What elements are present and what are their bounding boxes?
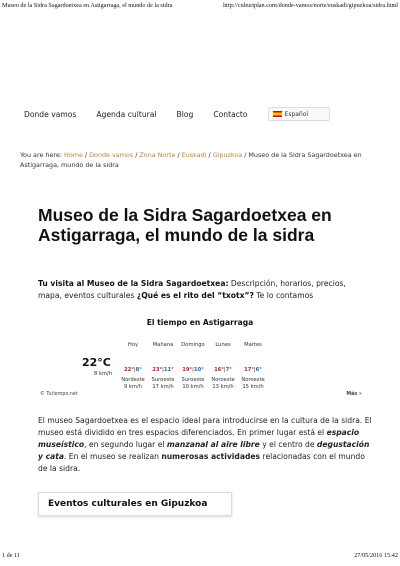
- weather-temp: 23°|11°: [152, 367, 174, 373]
- nav-item-contacto[interactable]: Contacto: [213, 109, 248, 119]
- weather-day-headers: [118, 342, 268, 348]
- nav-item-donde-vamos[interactable]: Donde vamos: [24, 109, 77, 119]
- page-title: Museo de la Sidra Sagardoetxea en Astigarraga, el mundo de la sidra: [38, 205, 332, 245]
- current-temperature: 22°C: [82, 356, 111, 369]
- breadcrumb-link-gipuzkoa[interactable]: Gipuzkoa: [212, 151, 243, 159]
- weather-wind-speed-row: [118, 384, 268, 390]
- temp-low: 6°: [255, 367, 262, 373]
- breadcrumb: You are here: Home / Donde vamos / Zona Norte / Euskadi / Gipuzkoa / Museo de la Sidra Sagardoetxea en Astigarraga, mundo de la sidra: [20, 151, 362, 169]
- weather-temp: 19°|10°: [182, 367, 204, 373]
- desc-emphasis: degustación y cata: [38, 440, 370, 461]
- temp-low: 10°: [193, 367, 204, 373]
- weather-temp: 22°|8°: [124, 367, 142, 373]
- wind-speed: 17 km/h: [152, 384, 174, 390]
- breadcrumb-link-zona-norte[interactable]: Zona Norte: [139, 151, 176, 159]
- print-doc-title: Museo de la Sidra Sagardoetxea en Astigarraga, el mundo de la sidra: [2, 2, 173, 9]
- intro-paragraph: [38, 278, 368, 302]
- weather-day-label: Mañana: [152, 342, 174, 348]
- temp-high: 16°: [214, 367, 224, 373]
- breadcrumb-link-euskadi[interactable]: Euskadi: [181, 151, 207, 159]
- breadcrumb-link-home[interactable]: Home: [64, 151, 83, 159]
- temp-high: 19°: [182, 367, 193, 373]
- temp-high: 23°: [152, 367, 163, 373]
- weather-day-label: Domingo: [181, 342, 205, 348]
- weather-widget-title: El tiempo en Astigarraga: [146, 318, 254, 327]
- temp-low: 11°: [163, 367, 174, 373]
- wind-direction: Nordeste: [121, 377, 145, 383]
- wind-direction: Suroeste: [181, 377, 205, 383]
- museum-description: [38, 415, 374, 475]
- language-selector[interactable]: [268, 107, 330, 121]
- nav-item-blog[interactable]: Blog: [176, 109, 194, 119]
- intro-tail: Te lo contamos: [253, 291, 314, 300]
- weather-day-label: Martes: [244, 342, 262, 348]
- wind-speed: 13 km/h: [212, 384, 234, 390]
- print-page-number: 1 de 11: [2, 552, 20, 559]
- desc-text: y el centro de: [259, 440, 317, 449]
- weather-wind-direction-row: [118, 377, 268, 383]
- wind-direction: Noroeste: [241, 377, 265, 383]
- breadcrumb-current: Museo de la Sidra Sagardoetxea en Astigarraga, mundo de la sidra: [20, 151, 362, 169]
- wind-speed: 15 km/h: [242, 384, 264, 390]
- desc-text: relacionadas con el mundo de la sidra.: [38, 452, 365, 473]
- weather-temp: 16°|7°: [214, 367, 232, 373]
- breadcrumb-prefix: You are here:: [20, 151, 62, 159]
- temp-high: 22°: [124, 367, 134, 373]
- weather-more-link[interactable]: Más »: [346, 392, 362, 397]
- weather-widget: [80, 342, 330, 397]
- weather-day-label: Lunes: [215, 342, 231, 348]
- print-url: http://culturiplan.com/donde-vamos/norte/euskadi/gipuzkoa/sidra.html: [223, 2, 398, 9]
- intro-question: ¿Qué es el rito del “txotx”?: [136, 291, 254, 300]
- temp-low: 8°: [135, 367, 142, 373]
- wind-direction: Noroeste: [211, 377, 235, 383]
- weather-day-label: Hoy: [127, 342, 139, 348]
- print-header: [2, 2, 398, 12]
- print-datetime: 27/05/2016 15:42: [354, 552, 398, 559]
- wind-speed: 10 km/h: [182, 384, 204, 390]
- weather-footer: [40, 392, 362, 397]
- weather-temps-row: [118, 367, 268, 373]
- current-wind: 8 km/h: [94, 371, 113, 377]
- main-navigation: [24, 104, 376, 124]
- desc-emphasis: manzanal al aire libre: [166, 440, 260, 449]
- spain-flag-icon: [273, 111, 282, 117]
- temp-low: 7°: [225, 367, 232, 373]
- desc-text: . En el museo se realizan: [63, 452, 162, 461]
- intro-lead: Tu visita al Museo de la Sidra Sagardoetxea:: [38, 279, 229, 288]
- desc-emphasis: numerosas actividades: [161, 452, 261, 461]
- nav-item-agenda-cultural[interactable]: Agenda cultural: [96, 109, 157, 119]
- desc-emphasis: espacio museístico: [38, 428, 360, 449]
- intro-text: Descripción, horarios, precios, mapa, eventos culturales: [38, 279, 346, 300]
- desc-text: El museo Sagardoetxea es el espacio ideal para introducirse en la cultura de la sidra. El museo está dividido en tres espacios diferenciados. En primer lugar está el: [38, 416, 372, 437]
- events-section-heading: Eventos culturales en Gipuzkoa: [38, 492, 232, 516]
- weather-credit-link[interactable]: © Tutiempo.net: [40, 392, 78, 397]
- desc-text: , en segundo lugar el: [84, 440, 167, 449]
- wind-direction: Suroeste: [151, 377, 175, 383]
- wind-speed: 9 km/h: [123, 384, 143, 390]
- breadcrumb-link-donde-vamos[interactable]: Donde vamos: [89, 151, 134, 159]
- print-footer: [2, 552, 398, 562]
- weather-temp: 17°|6°: [244, 367, 262, 373]
- temp-high: 17°: [244, 367, 254, 373]
- language-label: Español: [284, 110, 309, 118]
